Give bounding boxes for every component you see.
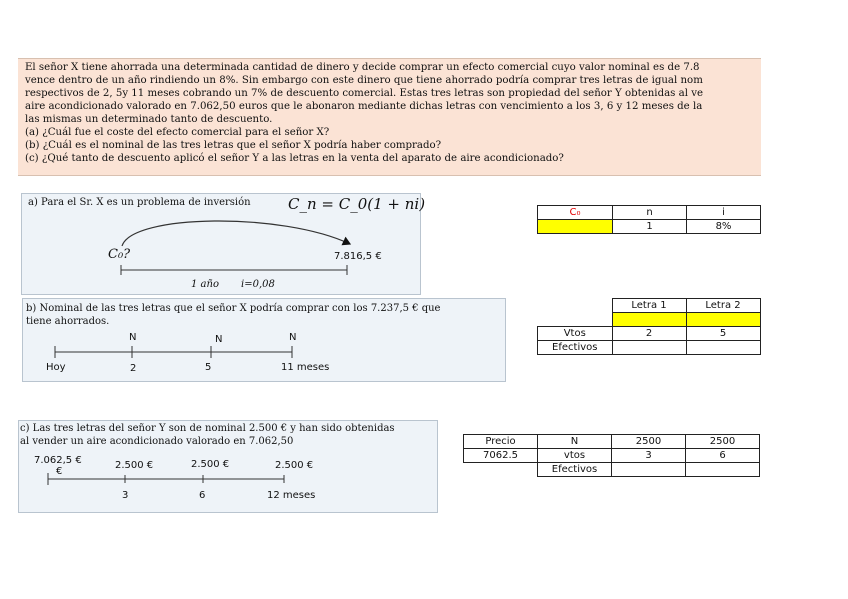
problem-line: respectivos de 2, 5y 11 meses cobrando un 7% de descuento comercial. Estas tres letras son propiedad del señor Y obtenidas al ve bbox=[25, 88, 703, 99]
table-a-header: i bbox=[687, 206, 761, 220]
table-c-cell: N bbox=[538, 435, 612, 449]
panel-b-text: tiene ahorrados. bbox=[26, 316, 110, 327]
table-b-input-cell[interactable] bbox=[612, 313, 686, 327]
table-c bbox=[463, 434, 760, 477]
table-b-cell[interactable] bbox=[686, 341, 760, 355]
tick-label: 2 bbox=[130, 363, 137, 374]
table-b-header: Letra 1 bbox=[612, 299, 686, 313]
table-c-row-label: Efectivos bbox=[538, 463, 612, 477]
price-label: 7.062,5 € bbox=[34, 455, 82, 466]
panel-b bbox=[22, 298, 506, 382]
table-c-cell[interactable] bbox=[612, 463, 686, 477]
table-b-input-cell[interactable] bbox=[686, 313, 760, 327]
nominal-label: 2.500 € bbox=[115, 460, 154, 471]
table-b-header: Letra 2 bbox=[686, 299, 760, 313]
formula: C_n = C_0(1 + ni) bbox=[288, 195, 426, 213]
problem-line: las mismas un determinado tanto de descuento. bbox=[25, 114, 273, 125]
problem-statement bbox=[18, 58, 761, 176]
table-c-cell[interactable]: 6 bbox=[686, 449, 760, 463]
question-a: (a) ¿Cuál fue el coste del efecto comercial para el señor X? bbox=[25, 127, 330, 138]
table-b-row-label: Vtos bbox=[538, 327, 613, 341]
tick-label: 6 bbox=[199, 490, 206, 501]
panel-c-text: al vender un aire acondicionado valorado en 7.062,50 bbox=[20, 436, 294, 447]
table-b-cell[interactable]: 2 bbox=[612, 327, 686, 341]
tick-label: 5 bbox=[205, 362, 212, 373]
nominal-label: N bbox=[289, 332, 297, 343]
table-b-cell[interactable]: 5 bbox=[686, 327, 760, 341]
tick-label: 11 meses bbox=[281, 362, 330, 373]
tick-label: 12 meses bbox=[267, 490, 316, 501]
question-b: (b) ¿Cuál es el nominal de las tres letras que el señor X podría haber comprado? bbox=[25, 140, 442, 151]
rate-label: i=0,08 bbox=[241, 279, 275, 290]
nominal-label: 2.500 € bbox=[191, 459, 230, 470]
table-a bbox=[537, 205, 761, 234]
nominal-label: N bbox=[129, 332, 137, 343]
problem-line: vence dentro de un año rindiendo un 8%. Sin embargo con este dinero que tiene ahorrado podría comprar tres letras de igual nom bbox=[25, 75, 703, 86]
table-c-cell[interactable]: 3 bbox=[612, 449, 686, 463]
arrow-curve bbox=[122, 221, 350, 246]
table-b-corner bbox=[538, 299, 613, 313]
c0-label: C₀? bbox=[108, 247, 131, 262]
nominal-label: 2.500 € bbox=[275, 460, 314, 471]
timeline-b bbox=[23, 299, 505, 381]
table-c-cell[interactable]: 2500 bbox=[686, 435, 760, 449]
table-c-cell[interactable]: 7062.5 bbox=[464, 449, 538, 463]
table-a-cell[interactable]: 1 bbox=[613, 220, 687, 234]
table-c-cell: Precio bbox=[464, 435, 538, 449]
timeline-c bbox=[19, 421, 437, 512]
tick-label: 3 bbox=[122, 490, 129, 501]
nominal-label: N bbox=[215, 334, 223, 345]
table-c-cell: vtos bbox=[538, 449, 612, 463]
table-b-blank bbox=[538, 313, 613, 327]
panel-a-text: a) Para el Sr. X es un problema de inversión bbox=[28, 197, 251, 208]
panel-a bbox=[21, 193, 426, 295]
table-c-cell[interactable]: 2500 bbox=[612, 435, 686, 449]
price-label: € bbox=[56, 466, 63, 477]
table-c-blank bbox=[464, 463, 538, 477]
table-a-header: C₀ bbox=[538, 206, 613, 220]
timeline-a bbox=[22, 194, 420, 294]
problem-line: aire acondicionado valorado en 7.062,50 euros que le abonaron mediante dichas letras con vencimiento a los 3, 6 y 12 meses de la bbox=[25, 101, 703, 112]
table-b-row-label: Efectivos bbox=[538, 341, 613, 355]
panel-c bbox=[18, 420, 438, 513]
table-c-cell[interactable] bbox=[686, 463, 760, 477]
table-a-input-cell[interactable] bbox=[538, 220, 613, 234]
panel-b-text: b) Nominal de las tres letras que el señor X podría comprar con los 7.237,5 € que bbox=[26, 303, 441, 314]
table-a-header: n bbox=[613, 206, 687, 220]
table-a-cell[interactable]: 8% bbox=[687, 220, 761, 234]
problem-line: El señor X tiene ahorrada una determinada cantidad de dinero y decide comprar un efecto comercial cuyo valor nominal es de 7.8 bbox=[25, 62, 700, 73]
period-label: 1 año bbox=[191, 279, 219, 290]
table-b bbox=[537, 298, 761, 355]
question-c: (c) ¿Qué tanto de descuento aplicó el señor Y a las letras en la venta del aparato de aire acondicionado? bbox=[25, 153, 564, 164]
panel-c-text: c) Las tres letras del señor Y son de nominal 2.500 € y han sido obtenidas bbox=[20, 423, 395, 434]
amount-label: 7.816,5 € bbox=[334, 251, 382, 262]
table-b-cell[interactable] bbox=[612, 341, 686, 355]
tick-label: Hoy bbox=[46, 362, 66, 373]
